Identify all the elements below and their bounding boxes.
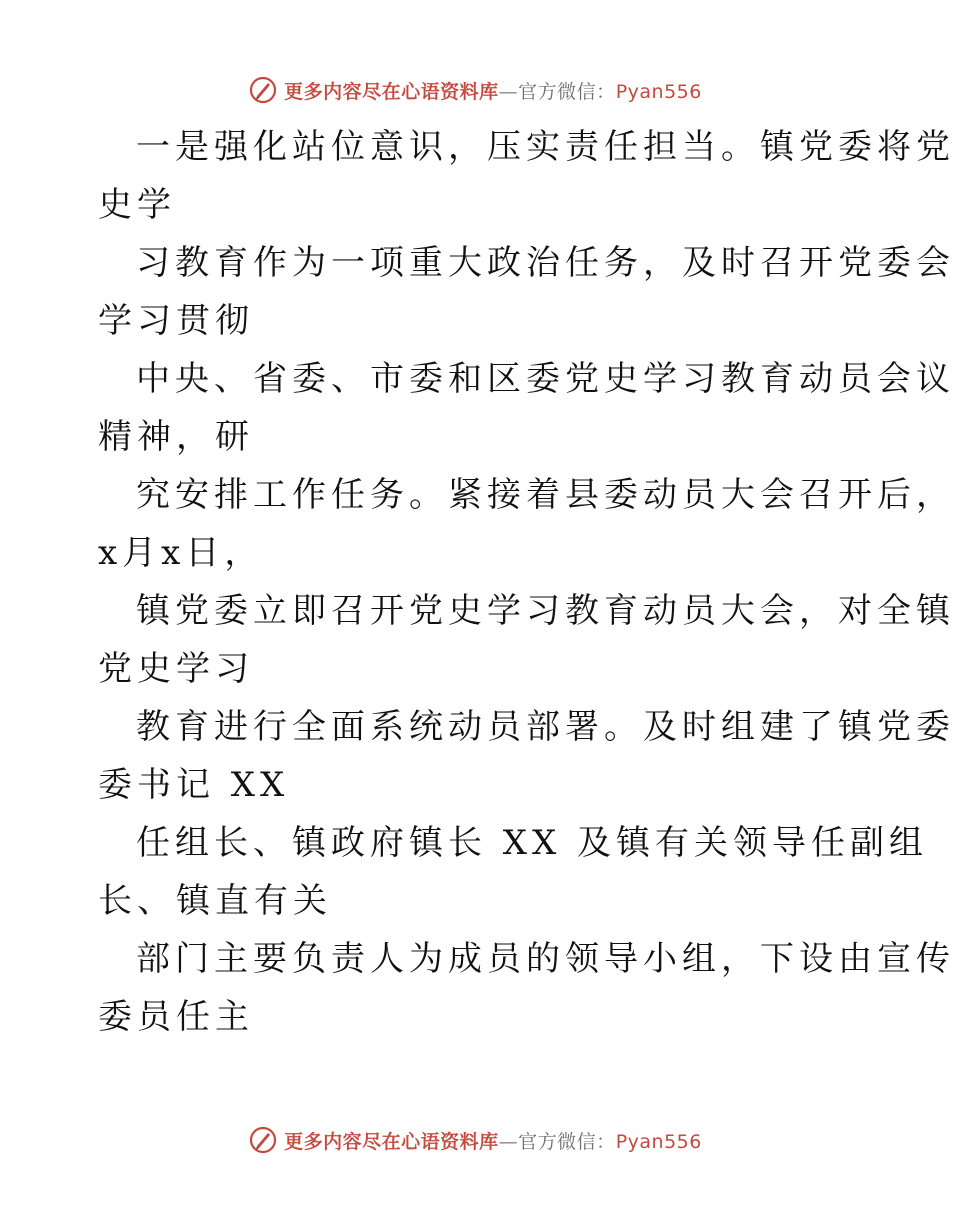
- watermark-dash: —: [498, 80, 519, 103]
- watermark-wechat-id: Pyan556: [615, 80, 702, 103]
- watermark-header: [0, 72, 950, 108]
- text-line: 任组长、镇政府镇长 XX 及镇有关领导任副组: [136, 823, 929, 863]
- text-line: 中央、省委、市委和区委党史学习教育动员会议: [136, 359, 955, 399]
- text-line: 究安排工作任务。紧接着县委动员大会召开后，: [136, 475, 955, 515]
- text-line: 史学: [98, 185, 176, 225]
- watermark-text: [284, 77, 702, 104]
- text-line: 学习贯彻: [98, 301, 254, 341]
- watermark-brand: 更多内容尽在心语资料库: [284, 80, 499, 103]
- document-body: [98, 118, 955, 1046]
- text-line: 委书记 XX: [98, 765, 290, 805]
- watermark-label: 官方微信：: [518, 1130, 616, 1153]
- text-line: 镇党委立即召开党史学习教育动员大会，对全镇: [136, 591, 955, 631]
- text-line: x月x日，: [98, 533, 264, 573]
- watermark-brand: 更多内容尽在心语资料库: [284, 1130, 499, 1153]
- text-line: 教育进行全面系统动员部署。及时组建了镇党委: [136, 707, 955, 747]
- watermark-wechat-id: Pyan556: [615, 1130, 702, 1153]
- watermark-dash: —: [498, 1130, 519, 1153]
- quill-pen-icon: [248, 75, 278, 105]
- text-line: 一是强化站位意识，压实责任担当。镇党委将党: [136, 127, 955, 167]
- text-line: 党史学习: [98, 649, 254, 689]
- text-line: 精神，研: [98, 417, 254, 457]
- watermark-label: 官方微信：: [518, 80, 616, 103]
- watermark-footer: [0, 1122, 950, 1158]
- text-line: 习教育作为一项重大政治任务，及时召开党委会: [136, 243, 955, 283]
- watermark-text: [284, 1127, 702, 1154]
- text-line: 部门主要负责人为成员的领导小组，下设由宣传: [136, 939, 955, 979]
- text-line: 委员任主: [98, 997, 254, 1037]
- text-line: 长、镇直有关: [98, 881, 332, 921]
- quill-pen-icon: [248, 1125, 278, 1155]
